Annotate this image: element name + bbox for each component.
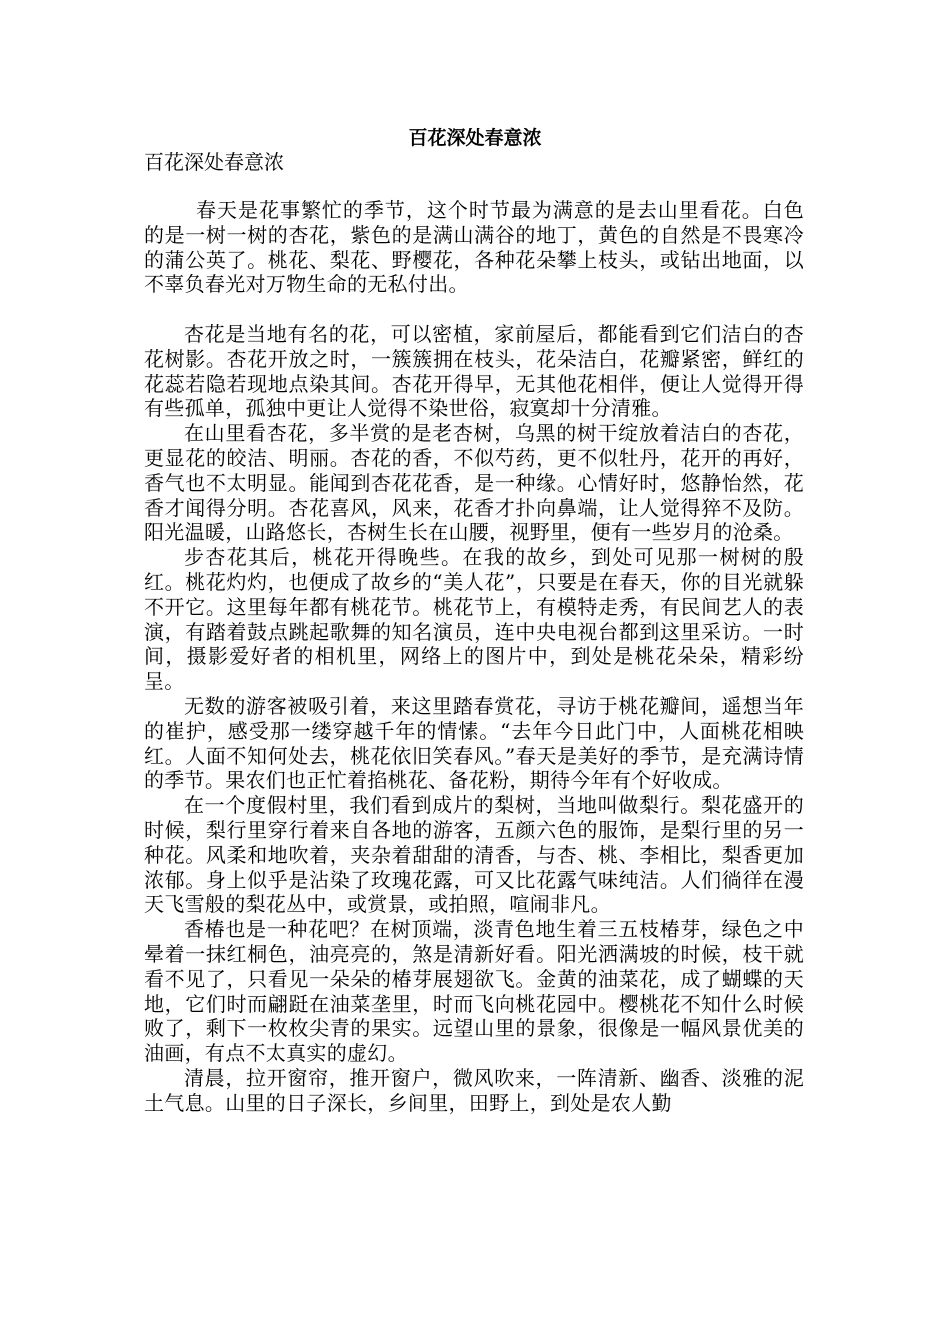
paragraph-1: 春天是花事繁忙的季节，这个时节最为满意的是去山里看花。白色的是一树一树的杏花，紫色的是满山满谷的地丁，黄色的自然是不畏寒冷的蒲公英了。桃花、梨花、野樱花，各种花朵攀上枝头，或钻出地面，以不辜负春光对万物生命的无私付出。: [144, 198, 804, 297]
paragraph-5: 无数的游客被吸引着，来这里踏春赏花，寻访于桃花瓣间，遥想当年的崔护，感受那一缕穿越千年的情愫。“去年今日此门中，人面桃花相映红。人面不知何处去，桃花依旧笑春风。”春天是美好的季节，是充满诗情的季节。果农们也正忙着掐桃花、备花粉，期待今年有个好收成。: [144, 693, 804, 793]
paragraph-6: 在一个度假村里，我们看到成片的梨树，当地叫做梨行。梨花盛开的时候，梨行里穿行着来自各地的游客，五颜六色的服饰，是梨行里的另一种花。风柔和地吹着，夹杂着甜甜的清香，与杏、桃、李相比，梨香更加浓郁。身上似乎是沾染了玫瑰花露，可又比花露气味纯洁。人们徜徉在漫天飞雪般的梨花丛中，或赏景，或拍照，喧闹非凡。: [144, 793, 804, 917]
paragraph-2: 杏花是当地有名的花，可以密植，家前屋后，都能看到它们洁白的杏花树影。杏花开放之时，一簇簇拥在枝头，花朵洁白，花瓣紧密，鲜红的花蕊若隐若现地点染其间。杏花开得早，无其他花相伴，便让人觉得开得有些孤单，孤独中更让人觉得不染世俗，寂寞却十分清雅。: [144, 321, 804, 421]
paragraph-3: 在山里看杏花，多半赏的是老杏树，乌黑的树干绽放着洁白的杏花，更显花的皎洁、明丽。杏花的香，不似芍药，更不似牡丹，花开的再好，香气也不太明显。能闻到杏花花香，是一种缘。心情好时，悠静怡然，花香才闻得分明。杏花喜风，风来，花香才扑向鼻端，让人觉得猝不及防。阳光温暖，山路悠长，杏树生长在山腰，视野里，便有一些岁月的沧桑。: [144, 421, 804, 545]
document-subtitle: 百花深处春意浓: [144, 150, 284, 174]
document-body: [144, 198, 804, 1115]
paragraph-8: 清晨，拉开窗帘，推开窗户，微风吹来，一阵清新、幽香、淡雅的泥土气息。山里的日子深长，乡间里，田野上，到处是农人勤: [144, 1065, 804, 1115]
paragraph-4: 步杏花其后，桃花开得晚些。在我的故乡，到处可见那一树树的殷红。桃花灼灼，也便成了故乡的“美人花”，只要是在春天，你的目光就躲不开它。这里每年都有桃花节。桃花节上，有模特走秀，有民间艺人的表演，有踏着鼓点跳起歌舞的知名演员，连中央电视台都到这里采访。一时间，摄影爱好者的相机里，网络上的图片中，到处是桃花朵朵，精彩纷呈。: [144, 545, 804, 694]
paragraph-7: 香椿也是一种花吧？在树顶端，淡青色地生着三五枝椿芽，绿色之中晕着一抹红桐色，油亮亮的，煞是清新好看。阳光洒满坡的时候，枝干就看不见了，只看见一朵朵的椿芽展翅欲飞。金黄的油菜花，成了蝴蝶的天地，它们时而翩跹在油菜垄里，时而飞向桃花园中。樱桃花不知什么时候败了，剩下一枚枚尖青的果实。远望山里的景象，很像是一幅风景优美的油画，有点不太真实的虚幻。: [144, 917, 804, 1066]
document-title: 百花深处春意浓: [408, 127, 542, 149]
